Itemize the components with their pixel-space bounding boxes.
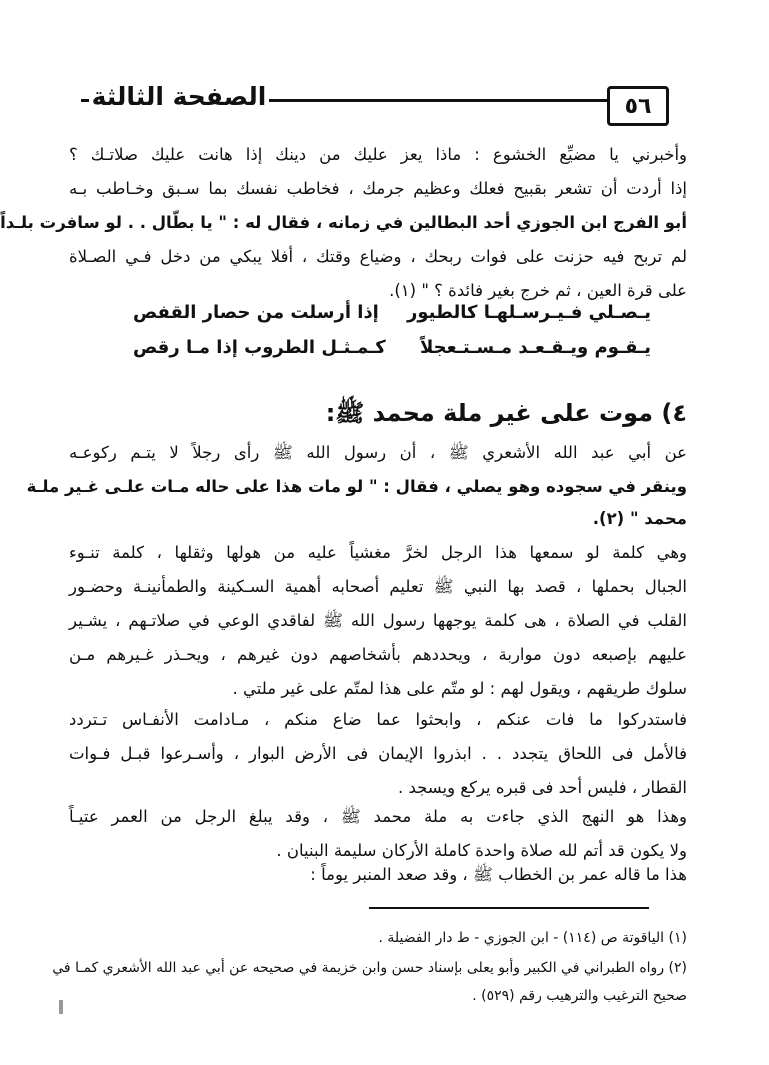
text-line: القلب في الصلاة ، هى كلمة يوجهها رسول الله ﷺ لفاقدي الوعي في صلاتـهم ، يشـير xyxy=(69,611,687,630)
paragraph-3 xyxy=(69,536,687,706)
footnote-2: (٢) رواه الطبراني في الكبير وأبو يعلى بإسناد حسن وابن خزيمة في صحيحه عن أبي عبد الله الأشعري كمـا في xyxy=(52,960,687,976)
text-line: ولا يكون قد أتم لله صلاة واحدة كاملة الأركان سليمة البنيان . xyxy=(276,841,687,860)
text-line: فاستدركوا ما فات عنكم ، وابحثوا عما ضاع منكم ، مـادامت الأنفـاس تـتردد xyxy=(69,710,687,729)
text-line: إذا أردت أن تشعر بقبيح فعلك وعظيم جرمك ، فخاطب نفسك بما سـبق وخـاطب بـه xyxy=(69,179,687,198)
footnote-rule xyxy=(369,907,649,909)
paragraph-6 xyxy=(69,858,687,892)
text-line: وأخبرني يا مضيِّع الخشوع : ماذا يعز عليك من دينك إذا هانت عليك صلاتـك ؟ xyxy=(69,145,687,164)
paragraph-1 xyxy=(0,138,687,308)
section-heading: ٤) موت على غير ملة محمد ﷺ: xyxy=(325,399,687,427)
text-line: سلوك طريقهم ، ويقول لهم : لو متّم على هذا لمتّم على غير ملتي . xyxy=(232,679,687,698)
text-line: على قرة العين ، ثم خرج بغير فائدة ؟ " (١). xyxy=(389,281,687,300)
text-line: أبو الفرج ابن الجوزي أحد البطالين في زمانه ، فقال له : " يا بطّال . . لو سافرت بلـداً xyxy=(0,213,687,232)
running-title: الصفحة الثالثة xyxy=(89,82,269,118)
text-line: القطار ، فليس أحد فى قبره يركع ويسجد . xyxy=(397,778,687,797)
text-line: فالأمل فى اللحاق يتجدد . . ابذروا الإيمان فى الأرض البوار ، وأسـرعوا قبـل فـوات xyxy=(69,744,687,763)
paragraph-2 xyxy=(26,436,687,534)
text-line: وهي كلمة لو سمعها هذا الرجل لخرَّ مغشياً عليه من هولها وثقلها ، كلمة تنـوء xyxy=(69,543,687,562)
text-line: وينقر في سجوده وهو يصلي ، فقال : " لو مات هذا على حاله مـات علـى غـير ملـة xyxy=(26,477,687,496)
text-line: هذا ما قاله عمر بن الخطاب ﷺ ، وقد صعد المنبر يوماً : xyxy=(310,865,687,884)
text-line: الجبال بحملها ، قصد بها النبي ﷺ تعليم أصحابه أهمية السـكينة والطمأنينـة وحضـور xyxy=(69,577,687,596)
text-line: محمد " (٢). xyxy=(592,509,687,528)
verse-left-1: إذا أرسلت من حصار القفص xyxy=(133,302,379,323)
text-line: عن أبي عبد الله الأشعري ﷺ ، أن رسول الله ﷺ رأى رجلاً لا يتـم ركوعـه xyxy=(69,443,687,462)
page-number: ٥٦ xyxy=(607,86,669,126)
verse-right-1: يـصـلي فـيـرسـلهـا كالطيور xyxy=(406,302,651,323)
verse-left-2: كـمـثـل الطروب إذا مـا رقص xyxy=(133,337,386,358)
text-line: وهذا هو النهج الذي جاءت به ملة محمد ﷺ ، وقد يبلغ الرجل من العمر عتيـاً xyxy=(69,807,687,826)
text-line: عليهم بإصبعه دون مواربة ، ويحددهم بأشخاصهم دون غيرهم ، ويحـذر غـيرهم مـن xyxy=(69,645,687,664)
text-line: لم تربح فيه حزنت على فوات ربحك ، وضياع وقتك ، أفلا يبكي من دخل فـي الصـلاة xyxy=(69,247,687,266)
verse-right-2: يـقـوم ويـقـعـد مـسـتـعجلاً xyxy=(419,337,651,358)
footnote-1: (١) الياقوتة ص (١١٤) - ابن الجوزي - ط دار الفضيلة . xyxy=(378,930,687,946)
paragraph-4 xyxy=(69,703,687,805)
scan-edge-mark xyxy=(59,1000,63,1014)
footnote-2-continued: صحيح الترغيب والترهيب رقم (٥٢٩) . xyxy=(472,988,687,1004)
